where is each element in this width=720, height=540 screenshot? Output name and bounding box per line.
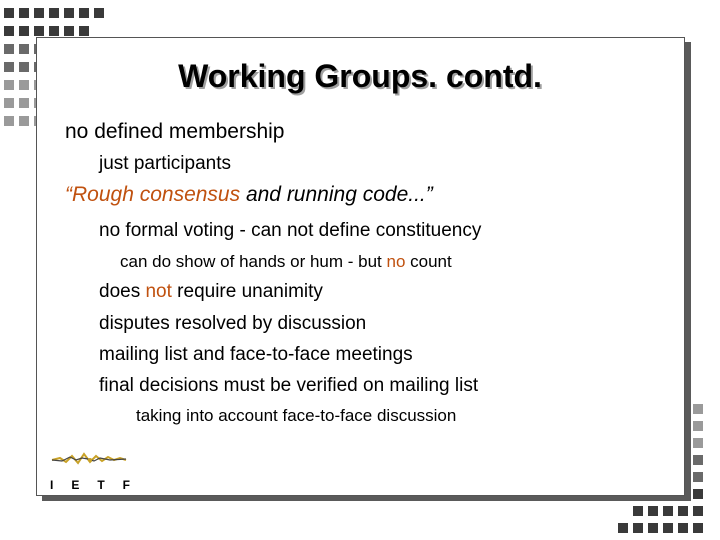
pattern-square [94, 8, 104, 18]
unanimity-pre: does [99, 281, 146, 302]
unanimity-post: require unanimity [171, 281, 323, 302]
bullet-just-participants: just participants [99, 153, 232, 174]
pattern-square [693, 455, 703, 465]
pattern-square [4, 116, 14, 126]
pattern-square [19, 8, 29, 18]
ietf-letter-f: F [122, 478, 130, 492]
pattern-square [693, 506, 703, 516]
pattern-square [633, 523, 643, 533]
rough-consensus-rest: and running code...” [240, 183, 433, 206]
pattern-square [64, 26, 74, 36]
bullet-no-formal-voting: no formal voting - can not define constituency [99, 220, 482, 241]
pattern-square [693, 438, 703, 448]
pattern-square [49, 8, 59, 18]
pattern-square [678, 506, 688, 516]
pattern-square [19, 26, 29, 36]
pattern-square [19, 98, 29, 108]
pattern-square [678, 523, 688, 533]
pattern-square [64, 8, 74, 18]
ietf-letters [50, 478, 130, 492]
page-title: Working Groups. contd. [178, 58, 542, 94]
bullet-final-decisions: final decisions must be verified on mailing list [99, 375, 479, 396]
no-emphasis: no [386, 252, 406, 271]
pattern-square [79, 8, 89, 18]
pattern-square [693, 404, 703, 414]
pattern-square [693, 489, 703, 499]
bullet-no-defined-membership: no defined membership [65, 120, 285, 143]
bullet-rough-consensus [65, 183, 433, 207]
pattern-square [663, 523, 673, 533]
pattern-square [693, 472, 703, 482]
show-of-hands-end: count [405, 252, 452, 271]
pattern-square [633, 506, 643, 516]
pattern-square [648, 506, 658, 516]
pattern-square [49, 26, 59, 36]
ietf-letter-i: I [50, 478, 54, 492]
rough-consensus-emphasis: “Rough consensus [65, 183, 241, 206]
pattern-square [34, 8, 44, 18]
pattern-square [34, 26, 44, 36]
pattern-square [79, 26, 89, 36]
ietf-letter-t: T [97, 478, 105, 492]
pattern-square [4, 44, 14, 54]
pattern-square [618, 523, 628, 533]
pattern-square [693, 523, 703, 533]
not-emphasis: not [145, 281, 172, 302]
pattern-square [4, 8, 14, 18]
ietf-letter-e: E [71, 478, 80, 492]
pattern-square [4, 98, 14, 108]
bullet-mailing-list: mailing list and face-to-face meetings [99, 344, 413, 365]
bullet-disputes: disputes resolved by discussion [99, 313, 367, 334]
pattern-square [19, 116, 29, 126]
bullet-unanimity [99, 281, 323, 303]
pattern-square [648, 523, 658, 533]
pattern-square [4, 26, 14, 36]
bullet-face-to-face: taking into account face-to-face discussion [136, 406, 457, 425]
pattern-square [693, 421, 703, 431]
show-of-hands-text: can do show of hands or hum - but [120, 252, 387, 271]
bullet-show-of-hands [120, 252, 452, 272]
pattern-square [663, 506, 673, 516]
pattern-square [19, 44, 29, 54]
